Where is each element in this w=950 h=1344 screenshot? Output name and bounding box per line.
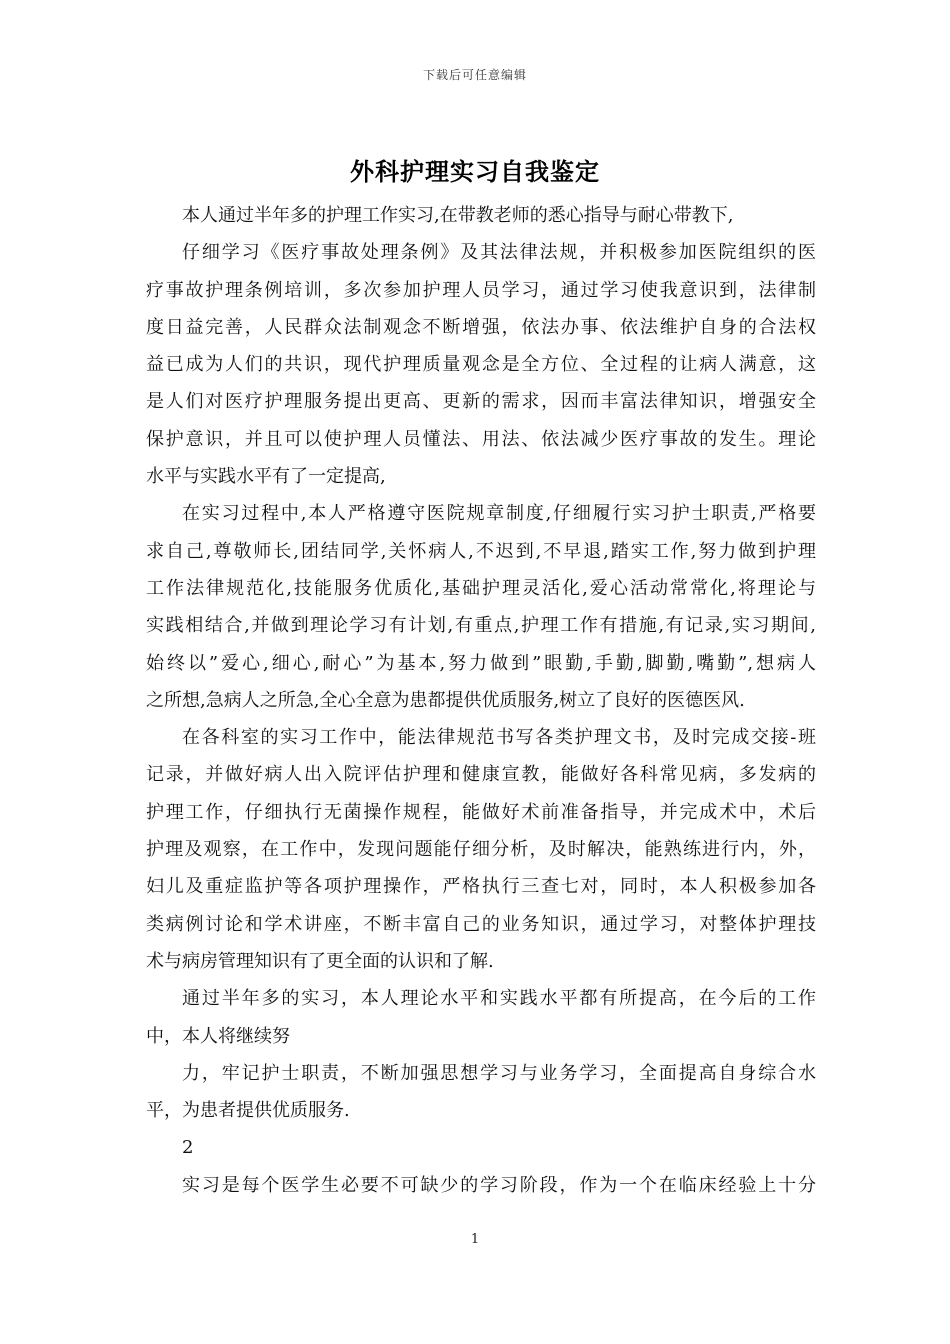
body-line: 类病例讨论和学术讲座，不断丰富自己的业务知识，通过学习，对整体护理技 <box>146 913 816 935</box>
body-line: 通过半年多的实习，本人理论水平和实践水平都有所提高，在今后的工作 <box>182 988 816 1010</box>
document-title: 外科护理实习自我鉴定 <box>350 157 600 186</box>
body-line: 平，为患者提供优质服务. <box>146 1100 350 1122</box>
body-line: 妇儿及重症监护等各项护理操作，严格执行三查七对，同时，本人积极参加各 <box>146 876 816 898</box>
body-line: 益已成为人们的共识，现代护理质量观念是全方位、全过程的让病人满意，这 <box>146 354 816 376</box>
body-line: 护理工作，仔细执行无菌操作规程，能做好术前准备指导，并完成术中，术后 <box>146 801 816 823</box>
body-line: 仔细学习《医疗事故处理条例》及其法律法规，并积极参加医院组织的医 <box>182 242 816 264</box>
body-line: 术与病房管理知识有了更全面的认识和了解. <box>146 950 494 972</box>
body-line: 实践相结合,并做到理论学习有计划,有重点,护理工作有措施,有记录,实习期间, <box>146 615 816 637</box>
page-number: 1 <box>470 1232 480 1247</box>
body-line: 保护意识，并且可以使护理人员懂法、用法、依法减少医疗事故的发生。理论 <box>146 428 816 450</box>
section-number: 2 <box>182 1137 194 1159</box>
body-line: 护理及观察，在工作中，发现问题能仔细分析，及时解决，能熟练进行内，外， <box>146 839 816 861</box>
body-line: 实习是每个医学生必要不可缺少的学习阶段，作为一个在临床经验上十分 <box>182 1174 816 1196</box>
body-line: 中，本人将继续努 <box>146 1025 290 1047</box>
body-line: 始终以”爱心,细心,耐心”为基本,努力做到”眼勤,手勤,脚勤,嘴勤”,想病人 <box>146 652 816 674</box>
body-line: 在各科室的实习工作中，能法律规范书写各类护理文书，及时完成交接-班 <box>182 727 816 749</box>
body-line: 力，牢记护士职责，不断加强思想学习与业务学习，全面提高自身综合水 <box>182 1062 816 1084</box>
body-line: 在实习过程中,本人严格遵守医院规章制度,仔细履行实习护士职责,严格要 <box>182 503 816 525</box>
body-line: 之所想,急病人之所急,全心全意为患都提供优质服务,树立了良好的医德医风. <box>146 689 745 711</box>
document-body <box>146 197 816 1204</box>
body-line: 本人通过半年多的护理工作实习,在带教老师的悉心指导与耐心带教下, <box>182 205 734 226</box>
body-line: 记录，并做好病人出入院评估护理和健康宣教，能做好各科常见病，多发病的 <box>146 764 816 786</box>
body-line: 疗事故护理条例培训，多次参加护理人员学习，通过学习使我意识到，法律制 <box>146 279 816 301</box>
body-line: 工作法律规范化,技能服务优质化,基础护理灵活化,爱心活动常常化,将理论与 <box>146 577 816 599</box>
body-line: 水平与实践水平有了一定提高, <box>146 466 386 488</box>
body-line: 求自己,尊敬师长,团结同学,关怀病人,不迟到,不早退,踏实工作,努力做到护理 <box>146 540 816 562</box>
header-note: 下载后可任意编辑 <box>422 68 527 82</box>
body-line: 度日益完善，人民群众法制观念不断增强，依法办事、依法维护自身的合法权 <box>146 316 816 338</box>
body-line: 是人们对医疗护理服务提出更高、更新的需求，因而丰富法律知识，增强安全 <box>146 391 816 413</box>
